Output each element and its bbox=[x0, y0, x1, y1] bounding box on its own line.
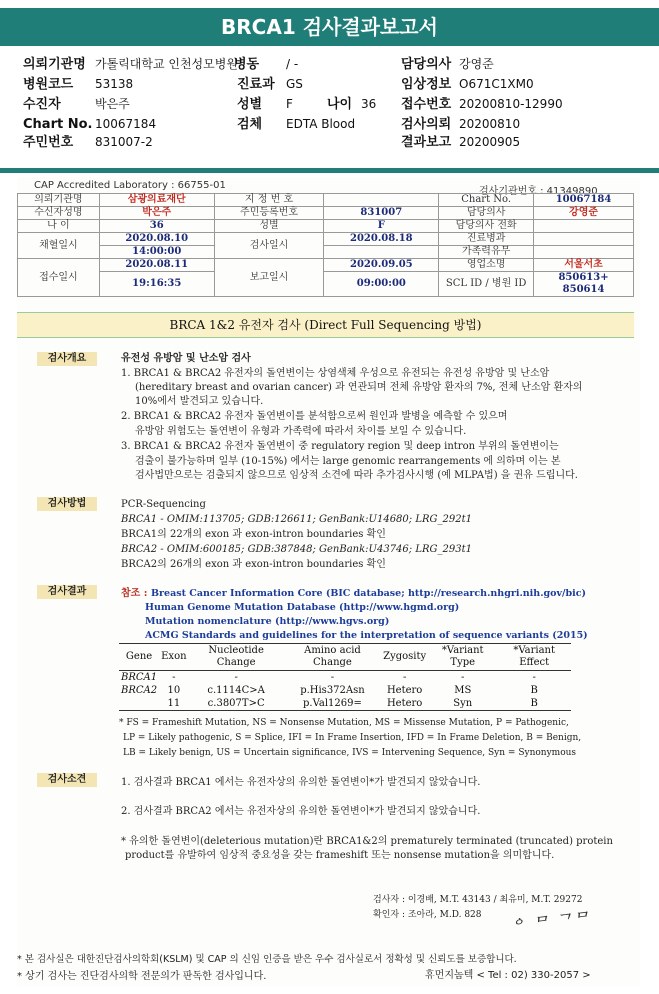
label-patient: 수진자 bbox=[23, 97, 61, 112]
abbreviation-footnote: LB = Likely benign, US = Uncertain significance, IVS = Intervening Sequence, Syn = Synonymous bbox=[123, 748, 577, 758]
table-header-row bbox=[119, 644, 571, 671]
method-line: BRCA1의 22개의 exon 과 exon-intron boundaries 확인 bbox=[121, 529, 386, 540]
info-value: 서울서초 bbox=[534, 259, 634, 272]
overview-line: 1. BRCA1 & BRCA2 유전자의 돌연변이는 상염색체 우성으로 유전되는 유전성 유방암 및 난소암 bbox=[121, 368, 550, 379]
info-label: 담당의사 전화 bbox=[439, 220, 534, 233]
info-value: F bbox=[324, 220, 439, 233]
info-value: 삼광의료재단 bbox=[99, 194, 214, 207]
info-label: SCL ID / 병원 ID bbox=[439, 272, 534, 297]
section-label-method: 검사방법 bbox=[37, 497, 97, 511]
section-label-result: 검사결과 bbox=[37, 585, 97, 599]
opinion-line: 2. 검사결과 BRCA2 에서는 유전자상의 유의한 돌연변이*가 발견되지 않았습니다. bbox=[121, 806, 481, 817]
value-institution: 가톨릭대학교 인천성모병원 bbox=[95, 57, 238, 71]
institution-number: 검사기관번호 : 41349890 bbox=[479, 186, 598, 197]
label-clinical-info: 임상정보 bbox=[401, 77, 452, 92]
info-value: 10067184 bbox=[534, 194, 634, 207]
label-sex: 성별 bbox=[237, 97, 263, 112]
info-value bbox=[534, 233, 634, 246]
table-row bbox=[119, 697, 571, 711]
column-header: *Variant Type bbox=[428, 644, 497, 671]
info-label: Chart No. bbox=[439, 194, 534, 207]
column-header: Amino acid Change bbox=[284, 644, 381, 671]
method-line: PCR-Sequencing bbox=[121, 499, 206, 510]
info-label: 가족력유무 bbox=[439, 246, 534, 259]
label-resident-no: 주민번호 bbox=[23, 135, 74, 150]
table-row bbox=[119, 671, 571, 685]
table-cell: B bbox=[530, 685, 538, 696]
overview-line: 2. BRCA1 & BRCA2 유전자 돌연변이를 분석함으로써 원인과 발병을 예측할 수 있으며 bbox=[121, 411, 508, 422]
info-value: 2020.09.05 bbox=[324, 259, 439, 272]
label-institution: 의뢰기관명 bbox=[23, 57, 86, 72]
table-cell: MS bbox=[454, 685, 472, 696]
table-cell: B bbox=[497, 697, 571, 711]
reference-item: ACMG Standards and guidelines for the interpretation of sequence variants (2015) bbox=[145, 630, 588, 641]
cap-accreditation: CAP Accredited Laboratory : 66755-01 bbox=[34, 180, 226, 191]
reference-item: Human Genome Mutation Database (http://www.hgmd.org) bbox=[145, 602, 460, 613]
table-cell: c.1114C>A bbox=[207, 685, 265, 696]
table-cell: 11 bbox=[159, 697, 188, 711]
info-label: 주민등록번호 bbox=[214, 207, 324, 220]
opinion-line: * 유의한 돌연변이(deleterious mutation)란 BRCA1&2의 prematurely terminated (truncated) protein bbox=[121, 836, 613, 847]
label-hospital-code: 병원코드 bbox=[23, 77, 74, 92]
handwritten-signature: ᅌ ᄆ ᄀᄆ bbox=[507, 909, 591, 940]
table-cell: - bbox=[172, 672, 176, 683]
column-header: Zygosity bbox=[381, 644, 428, 671]
value-hospital-code: 53138 bbox=[95, 77, 134, 91]
table-row bbox=[18, 246, 634, 259]
tester-info: 검사자 : 이경배, M.T. 43143 / 최유미, M.T. 29272 bbox=[373, 895, 583, 905]
info-value bbox=[534, 220, 634, 233]
table-cell: p.Val1269= bbox=[284, 697, 381, 711]
value-age: 36 bbox=[361, 97, 377, 111]
table-cell: Hetero bbox=[381, 697, 428, 711]
value-department: GS bbox=[286, 77, 303, 91]
label-doctor: 담당의사 bbox=[401, 57, 452, 72]
value-clinical-info: O671C1XM0 bbox=[459, 77, 534, 91]
info-label: 성별 bbox=[214, 220, 324, 233]
value-chart-no: 10067184 bbox=[95, 117, 157, 131]
table-cell: - bbox=[402, 672, 407, 683]
column-header: *Variant Effect bbox=[497, 644, 571, 671]
value-resident-no: 831007-2 bbox=[95, 135, 153, 149]
method-line: BRCA2의 26개의 exon 과 exon-intron boundaries 확인 bbox=[121, 559, 386, 570]
info-value bbox=[534, 246, 634, 259]
table-row bbox=[18, 220, 634, 233]
report-header bbox=[0, 52, 659, 170]
table-cell: 10 bbox=[167, 685, 181, 696]
section-label-overview: 검사개요 bbox=[37, 352, 97, 366]
value-request-date: 20200810 bbox=[459, 117, 521, 131]
gene-cell: BRCA2 bbox=[121, 685, 158, 696]
info-value: 2020.08.11 bbox=[99, 259, 214, 272]
label-department: 진료과 bbox=[237, 77, 275, 92]
info-value: 2020.08.18 bbox=[324, 233, 439, 246]
table-cell: c.3807T>C bbox=[189, 697, 284, 711]
info-label: 접수일시 bbox=[18, 259, 100, 297]
info-value: 박은주 bbox=[99, 207, 214, 220]
value-accession: 20200810-12990 bbox=[459, 97, 563, 111]
value-report-date: 20200905 bbox=[459, 135, 521, 149]
label-request-date: 검사의뢰 bbox=[401, 117, 452, 132]
info-label: 검사일시 bbox=[214, 233, 324, 259]
label-ward: 병동 bbox=[234, 57, 260, 72]
label-specimen: 검체 bbox=[237, 117, 263, 132]
label-age: 나이 bbox=[327, 97, 353, 112]
gene-cell: BRCA1 bbox=[121, 672, 158, 683]
info-value: 09:00:00 bbox=[324, 272, 439, 297]
value-ward: / - bbox=[286, 57, 299, 71]
section-label-opinion: 검사소견 bbox=[37, 773, 97, 787]
accreditation-note: * 본 검사실은 대한진단검사의학회(KSLM) 및 CAP 의 신임 인증을 받은 우수 검사실로서 정확성 및 신뢰도를 보증합니다. bbox=[17, 954, 517, 965]
info-label: 채혈일시 bbox=[18, 233, 100, 259]
table-cell: Hetero bbox=[386, 685, 423, 696]
column-header: Nucleotide Change bbox=[189, 644, 284, 671]
overview-line: 10%에서 발견되고 있습니다. bbox=[135, 396, 264, 407]
table-row bbox=[18, 194, 634, 207]
gene-cell bbox=[119, 697, 159, 711]
scanned-report bbox=[17, 177, 640, 987]
method-line: BRCA1 - OMIM:113705; GDB:126611; GenBank:U14680; LRG_292t1 bbox=[121, 514, 472, 525]
approver-info: 확인자 : 조아라, M.D. 828 bbox=[373, 910, 482, 920]
overview-line: 유방암 위험도는 돌연변이 유형과 가족력에 따라서 차이를 보일 수 있습니다. bbox=[135, 426, 467, 437]
reference-item: Breast Cancer Information Core (BIC database; http://research.nhgri.nih.gov/bic) bbox=[151, 588, 586, 599]
abbreviation-footnote: * FS = Frameshift Mutation, NS = Nonsense Mutation, MS = Missense Mutation, P = Pathogenic, bbox=[119, 718, 569, 728]
table-row bbox=[18, 207, 634, 220]
overview-line: 검사법만으로는 검출되지 않으므로 임상적 소견에 따라 추가검사시행 (예 MLPA법) 을 권유 드립니다. bbox=[135, 470, 578, 481]
label-chart-no: Chart No. bbox=[23, 117, 93, 132]
info-label: 진료병과 bbox=[439, 233, 534, 246]
reading-note: * 상기 검사는 진단검사의학 전문의가 판독한 검사입니다. bbox=[17, 971, 267, 982]
label-accession: 접수번호 bbox=[401, 97, 452, 112]
value-specimen: EDTA Blood bbox=[286, 117, 356, 131]
info-label: 보고일시 bbox=[214, 259, 324, 297]
method-line: BRCA2 - OMIM:600185; GDB:387848; GenBank:U43746; LRG_293t1 bbox=[121, 544, 472, 555]
column-header: Exon bbox=[159, 644, 188, 671]
info-label: 나 이 bbox=[18, 220, 100, 233]
overview-line: 검출이 불가능하며 일부 (10-15%) 에서는 large genomic rearrangements 에 의하며 이는 본 bbox=[135, 456, 561, 467]
test-title-band: BRCA 1&2 유전자 검사 (Direct Full Sequencing 방법) bbox=[17, 312, 634, 338]
reference-label: 참조 : bbox=[121, 588, 148, 599]
patient-info-table bbox=[17, 193, 634, 297]
opinion-line: 1. 검사결과 BRCA1 에서는 유전자상의 유의한 돌연변이*가 발견되지 않았습니다. bbox=[121, 777, 481, 788]
reference-item: Mutation nomenclature (http://www.hgvs.org) bbox=[145, 616, 390, 627]
info-value: 36 bbox=[99, 220, 214, 233]
opinion-line: product를 유발하여 임상적 중요성을 갖는 frameshift 또는 nonsense mutation을 의미합니다. bbox=[125, 850, 555, 861]
info-value: 19:16:35 bbox=[99, 272, 214, 297]
overview-heading: 유전성 유방암 및 난소암 검사 bbox=[121, 353, 251, 364]
variant-result-table bbox=[119, 643, 571, 711]
table-row bbox=[119, 684, 571, 697]
info-label: 의뢰기관명 bbox=[18, 194, 100, 207]
value-sex: F bbox=[286, 97, 293, 111]
value-doctor: 강영준 bbox=[459, 57, 494, 71]
table-cell: - bbox=[461, 672, 465, 683]
table-cell: p.His372Asn bbox=[300, 685, 365, 696]
label-report-date: 결과보고 bbox=[401, 135, 452, 150]
info-label: 수신자성명 bbox=[18, 207, 100, 220]
info-value: 강영준 bbox=[534, 207, 634, 220]
info-label: 지 정 번 호 bbox=[214, 194, 324, 207]
overview-line: (hereditary breast and ovarian cancer) 과 연관되며 전체 유방암 환자의 7%, 전체 난소암 환자의 bbox=[135, 382, 583, 393]
column-header: Gene bbox=[119, 644, 159, 671]
lab-contact: 휴먼지놈텍 < Tel : 02) 330-2057 > bbox=[425, 970, 591, 981]
info-value: 2020.08.10 bbox=[99, 233, 214, 246]
report-title: BRCA1 검사결과보고서 bbox=[0, 8, 659, 46]
header-divider bbox=[0, 168, 659, 173]
table-cell: - bbox=[234, 672, 238, 683]
table-cell: - bbox=[330, 672, 335, 683]
info-label: 영업소명 bbox=[439, 259, 534, 272]
info-label: 담당의사 bbox=[439, 207, 534, 220]
table-cell: - bbox=[532, 672, 536, 683]
info-value bbox=[324, 194, 439, 207]
info-value: 14:00:00 bbox=[99, 246, 214, 259]
table-row bbox=[18, 233, 634, 246]
table-row bbox=[18, 272, 634, 297]
info-value: 831007 bbox=[324, 207, 439, 220]
table-row bbox=[18, 259, 634, 272]
value-patient: 박은주 bbox=[95, 97, 130, 111]
info-value bbox=[324, 246, 439, 259]
overview-line: 3. BRCA1 & BRCA2 유전자 돌연변이 중 regulatory region 및 deep intron 부위의 돌연변이는 bbox=[121, 441, 559, 452]
table-cell: Syn bbox=[428, 697, 497, 711]
info-value: 850613+ 850614 bbox=[534, 272, 634, 297]
abbreviation-footnote: LP = Likely pathogenic, S = Splice, IFI = In Frame Insertion, IFD = In Frame Deletion, B = Benign, bbox=[123, 733, 582, 743]
